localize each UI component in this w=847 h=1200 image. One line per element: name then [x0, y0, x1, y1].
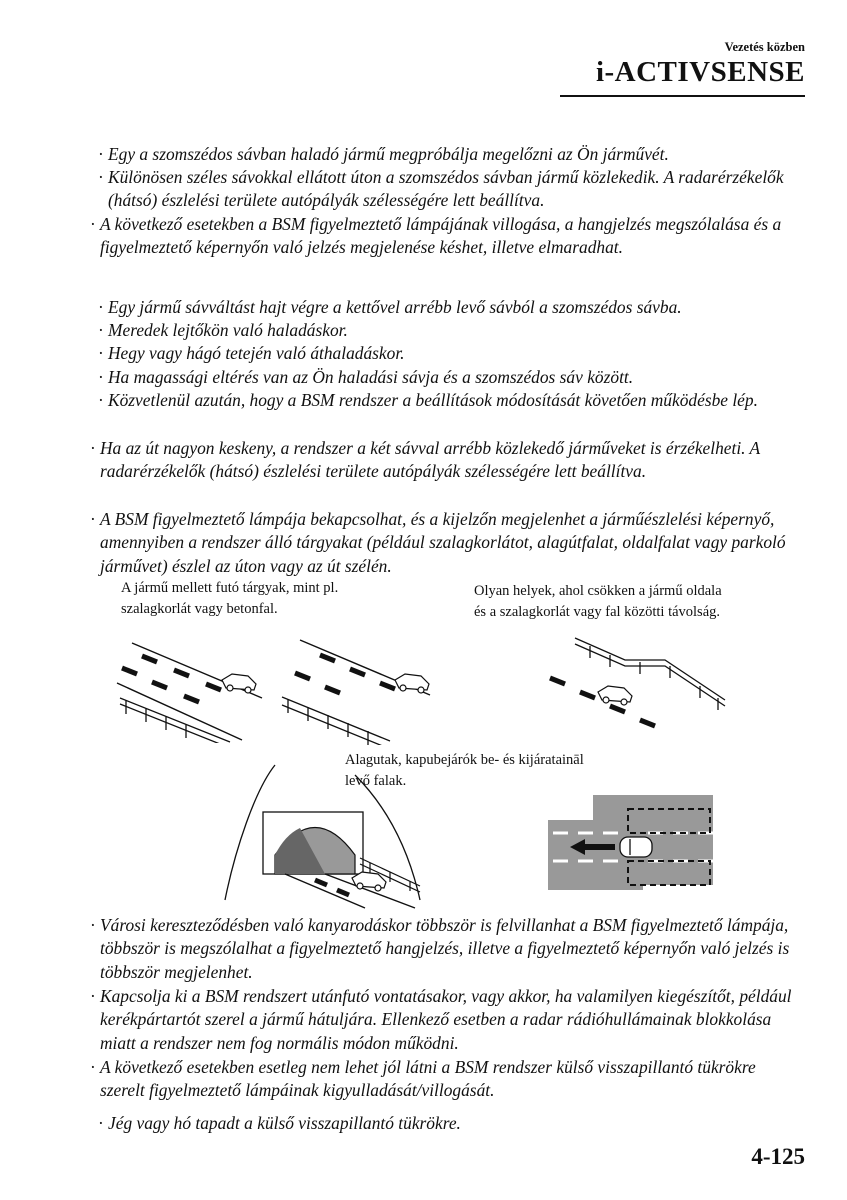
header-section: Vezetés közben — [724, 40, 805, 54]
bullet-top-9 — [90, 508, 800, 578]
bullet-top-1 — [98, 166, 808, 213]
caption-line: és a szalagkorlát vagy fal közötti távolság. — [474, 603, 721, 620]
car-icon — [598, 686, 632, 705]
bullet-text: Jég vagy hó tapadt a külső visszapillantó tükrökre. — [108, 1113, 461, 1133]
bullet-dot: · — [98, 144, 104, 164]
bullet-dot: · — [90, 1057, 96, 1077]
bullet-top-4 — [98, 319, 808, 342]
bullet-text: Hegy vagy hágó tetején való áthaladáskor. — [108, 343, 405, 363]
bullet-dot: · — [90, 509, 96, 529]
illustration-narrowing-road — [540, 630, 730, 740]
bullet-text: A BSM figyelmeztető lámpája bekapcsolhat, és a kijelzőn megjelenhet a járműészlelési képernyő, amennyiben a rendszer álló tárgyakat (például szalagkorlátot, alagútfalat, oldalfalat vagy parkoló járművet) észlel az úton vagy az út szélén. — [100, 509, 786, 576]
caption-line: levő falak. — [345, 772, 407, 789]
bullet-dot: · — [90, 214, 96, 234]
bullet-dot: · — [98, 297, 104, 317]
bullet-dot: · — [90, 986, 96, 1006]
illustration-detection-area — [548, 795, 718, 895]
page-number: 4-125 — [751, 1144, 805, 1169]
car-icon — [352, 872, 386, 891]
bullet-dot: · — [90, 438, 96, 458]
page-title: i-ACTIVSENSE — [595, 56, 805, 88]
bullet-text: Ha magassági eltérés van az Ön haladási sávja és a szomszédos sáv között. — [108, 367, 634, 387]
illustration-guardrail-road — [112, 628, 272, 743]
caption-line: szalagkorlát vagy betonfal. — [121, 600, 278, 617]
bullet-text: Közvetlenül azután, hogy a BSM rendszer a beállítások módosítását követően működésbe lép. — [108, 390, 758, 410]
guardrail-icon — [120, 698, 230, 743]
bullet-top-8 — [90, 437, 800, 484]
bullet-text: Különösen széles sávokkal ellátott úton a szomszédos sávban jármű közlekedik. A radarérzékelők (hátsó) észlelési területe autópályák szélességére lett beállítva. — [108, 167, 784, 211]
guardrail-icon — [575, 638, 725, 710]
bullet-text: Városi kereszteződésben való kanyarodáskor többször is felvillanhat a BSM figyelmeztető lámpája, többször is megszólalhat a figyelmeztető hangjelzés, illetve a figyelmeztető képernyőn való jelzés is többször megjelenhet. — [100, 915, 790, 982]
bullet-top-5 — [98, 342, 808, 365]
bullet-dot: · — [98, 1113, 104, 1133]
caption-line: A jármű mellett futó tárgyak, mint pl. — [121, 580, 339, 596]
bullet-text: Ha az út nagyon keskeny, a rendszer a két sávval arrébb közlekedő járműveket is érzékelheti. A radarérzékelők (hátsó) észlelési területe autópályák szélességére lett beállítva. — [100, 438, 760, 482]
wall-icon — [282, 697, 390, 745]
bullet-text: Kapcsolja ki a BSM rendszert utánfutó vontatásakor, vagy akkor, ha valamilyen kiegészítőt, például kerékpártartót szerel a jármű hátuljára. Ellenkező esetben a radar rádióhullámainak blokkolása miatt a rendszer nem fog normális módon működni. — [100, 986, 792, 1053]
bullet-bottom-1 — [90, 985, 800, 1055]
caption-narrowing — [474, 581, 722, 622]
bullet-top-6 — [98, 366, 808, 389]
bullet-text: A következő esetekben a BSM figyelmeztető lámpájának villogása, a hangjelzés megszólalása és a figyelmeztető képernyőn való jelzés megjelenése késhet, illetve elmaradhat. — [100, 214, 782, 258]
bullet-dot: · — [98, 167, 104, 187]
bullet-dot: · — [98, 320, 104, 340]
bullet-dot: · — [98, 367, 104, 387]
caption-line: Olyan helyek, ahol csökken a jármű oldala — [474, 583, 722, 599]
car-icon — [222, 674, 256, 693]
bullet-text: Meredek lejtőkön való haladáskor. — [108, 320, 348, 340]
car-icon — [620, 837, 652, 857]
bullet-dot: · — [98, 343, 104, 363]
bullet-bottom-2 — [90, 1056, 800, 1103]
caption-guardrail — [121, 578, 338, 619]
bullet-text: A következő esetekben esetleg nem lehet jól látni a BSM rendszer külső visszapillantó tükrökre szerelt figyelmeztető lámpáinak kigyulladását/villogását. — [100, 1057, 756, 1101]
bullet-top-7 — [98, 389, 808, 412]
caption-line: Alagutak, kapubejárók be- és kijárataināl — [345, 752, 584, 768]
bullet-bottom-0 — [90, 914, 800, 984]
car-icon — [395, 674, 429, 693]
bullet-top-0 — [98, 143, 808, 166]
header-rule — [560, 95, 805, 97]
bullet-top-3 — [98, 296, 808, 319]
bullet-text: Egy jármű sávváltást hajt végre a kettővel arrébb levő sávból a szomszédos sávba. — [108, 297, 682, 317]
bullet-dot: · — [98, 390, 104, 410]
bullet-text: Egy a szomszédos sávban haladó jármű megpróbálja megelőzni az Ön járművét. — [108, 144, 669, 164]
illustration-tunnel — [215, 760, 425, 910]
bullet-top-2 — [90, 213, 800, 260]
bullet-bottom-3 — [98, 1112, 808, 1135]
illustration-wall-road — [280, 635, 440, 745]
bullet-dot: · — [90, 915, 96, 935]
